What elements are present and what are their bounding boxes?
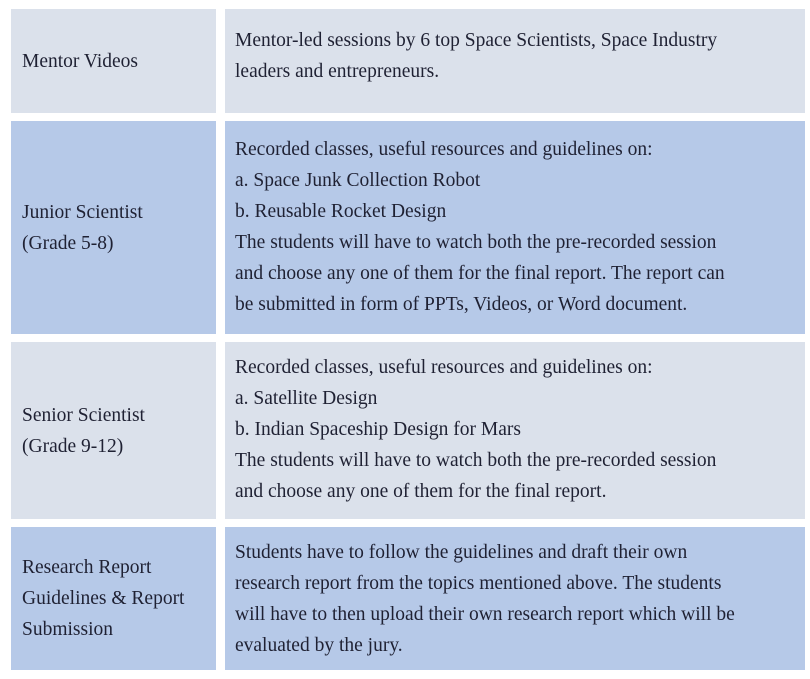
row-content-line: be submitted in form of PPTs, Videos, or Word document. <box>235 294 688 315</box>
row-label-line: Senior Scientist <box>22 404 145 426</box>
row-content-line: b. Reusable Rocket Design <box>235 201 447 222</box>
row-content-cell <box>225 121 805 334</box>
table-row-senior-scientist <box>0 342 810 519</box>
row-content-line: evaluated by the jury. <box>235 635 403 656</box>
row-content-line: will have to then upload their own research report which will be <box>235 604 735 625</box>
row-label-line: (Grade 9-12) <box>22 435 124 457</box>
row-content-line: Recorded classes, useful resources and guidelines on: <box>235 139 653 160</box>
row-label-cell <box>11 9 216 113</box>
row-content-line: The students will have to watch both the pre-recorded session <box>235 450 717 471</box>
row-content-line: a. Satellite Design <box>235 388 378 409</box>
row-label-cell <box>11 342 216 519</box>
row-content-line: a. Space Junk Collection Robot <box>235 170 481 191</box>
row-label-line: Mentor Videos <box>22 50 139 72</box>
row-label-cell <box>11 121 216 334</box>
row-content-line: b. Indian Spaceship Design for Mars <box>235 419 521 440</box>
row-label-cell <box>11 527 216 670</box>
row-content-line: Students have to follow the guidelines and draft their own <box>235 542 688 563</box>
row-content-cell <box>225 527 805 670</box>
row-label-line: Guidelines & Report <box>22 588 185 609</box>
table-row-junior-scientist <box>0 121 810 334</box>
row-content-cell <box>225 342 805 519</box>
row-content-line: The students will have to watch both the pre-recorded session <box>235 232 717 253</box>
row-content-line: and choose any one of them for the final report. The report can <box>235 263 725 284</box>
row-content-line: research report from the topics mentioned above. The students <box>235 573 722 594</box>
row-label-line: (Grade 5-8) <box>22 232 114 254</box>
row-content-line: Recorded classes, useful resources and guidelines on: <box>235 357 653 378</box>
row-content-line: and choose any one of them for the final report. <box>235 481 607 502</box>
row-content-line: leaders and entrepreneurs. <box>235 61 440 82</box>
row-content-cell <box>225 9 805 113</box>
row-label-line: Submission <box>22 619 114 640</box>
row-label-line: Junior Scientist <box>22 201 143 223</box>
table-row-mentor-videos <box>0 9 810 113</box>
table-row-research-report <box>0 527 810 670</box>
row-content-line: Mentor-led sessions by 6 top Space Scientists, Space Industry <box>235 30 718 51</box>
row-label-line: Research Report <box>22 557 152 578</box>
